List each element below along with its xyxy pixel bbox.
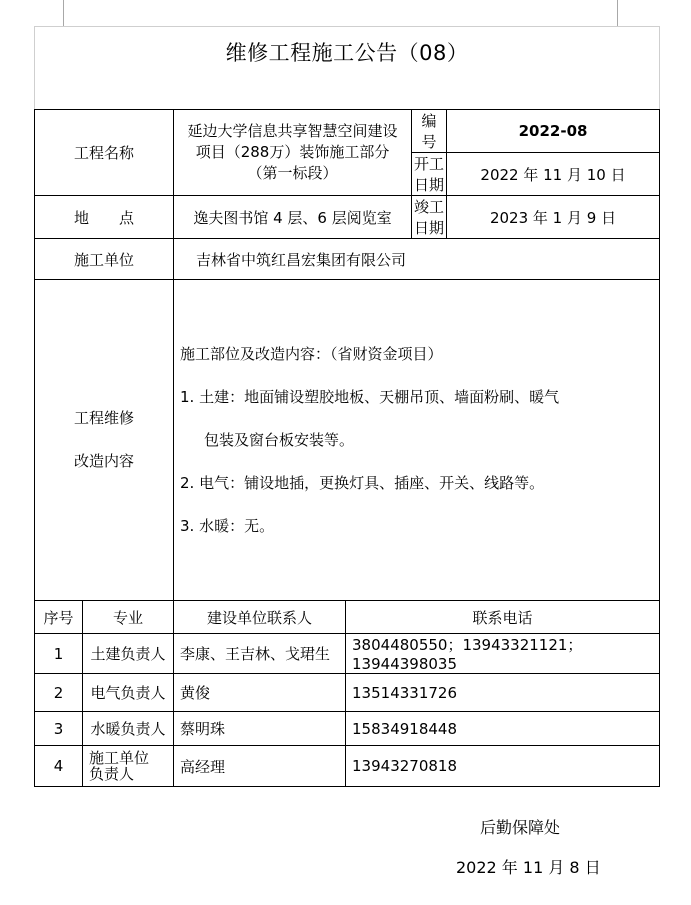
content-label: [35, 280, 174, 601]
row-phone: 15834918448: [346, 712, 660, 746]
content-label-line2: 改造内容: [74, 452, 135, 470]
location-label: 地 点: [35, 196, 174, 239]
row-field: 电气负责人: [83, 674, 174, 712]
notice-table: [34, 109, 660, 787]
content-body: [174, 280, 660, 601]
content-item-1-line2: 包装及窗台板安装等。: [204, 430, 355, 449]
location-value: 逸夫图书馆 4 层、6 层阅览室: [174, 196, 412, 239]
title-area: [34, 26, 660, 110]
row-phone: 13943270818: [346, 746, 660, 787]
signature-org: 后勤保障处: [480, 818, 561, 837]
col-header-phone: 联系电话: [346, 601, 660, 634]
col-header-no: 序号: [35, 601, 83, 634]
page-title: 维修工程施工公告（08）: [225, 41, 469, 65]
row-phone: 13514331726: [346, 674, 660, 712]
start-date-value: 2022 年 11 月 10 日: [447, 153, 660, 196]
contractor-label: 施工单位: [35, 239, 174, 280]
row-field-line2: 负责人: [89, 765, 135, 783]
project-name-value: 延边大学信息共享智慧空间建设项目（288万）装饰施工部分（第一标段）: [174, 110, 412, 196]
table-row: [35, 674, 660, 712]
content-item-2: 2. 电气：铺设地插，更换灯具、插座、开关、线路等。: [180, 473, 545, 492]
row-field: [83, 746, 174, 787]
row-person: 李康、王吉林、戈珺生: [174, 634, 346, 674]
table-row: [35, 634, 660, 674]
signature-date: 2022 年 11 月 8 日: [456, 858, 601, 877]
end-date-value: 2023 年 1 月 9 日: [447, 196, 660, 239]
end-date-label: 竣工日期: [412, 196, 447, 239]
table-row: [35, 746, 660, 787]
row-no: 1: [35, 634, 83, 674]
start-date-label: 开工日期: [412, 153, 447, 196]
row-person: 高经理: [174, 746, 346, 787]
row-no: 4: [35, 746, 83, 787]
col-header-field: 专业: [83, 601, 174, 634]
row-field-line1: 施工单位: [89, 749, 150, 767]
content-item-3: 3. 水暖：无。: [180, 516, 275, 535]
col-header-person: 建设单位联系人: [174, 601, 346, 634]
crop-mark: [63, 0, 64, 26]
content-label-line1: 工程维修: [74, 409, 135, 427]
content-intro: 施工部位及改造内容：（省财资金项目）: [180, 344, 443, 363]
row-no: 2: [35, 674, 83, 712]
row-person: 蔡明珠: [174, 712, 346, 746]
project-name-label: 工程名称: [35, 110, 174, 196]
row-no: 3: [35, 712, 83, 746]
crop-mark: [617, 0, 618, 26]
contractor-value: 吉林省中筑红昌宏集团有限公司: [174, 239, 660, 280]
row-field: 水暖负责人: [83, 712, 174, 746]
code-value: 2022-08: [447, 110, 660, 153]
content-item-1-line1: 1. 土建：地面铺设塑胶地板、天棚吊顶、墙面粉刷、暖气: [180, 387, 560, 406]
row-person: 黄俊: [174, 674, 346, 712]
row-phone: 3804480550；13943321121；13944398035: [346, 634, 660, 674]
table-row: [35, 712, 660, 746]
code-label: 编 号: [412, 110, 447, 153]
row-field: 土建负责人: [83, 634, 174, 674]
